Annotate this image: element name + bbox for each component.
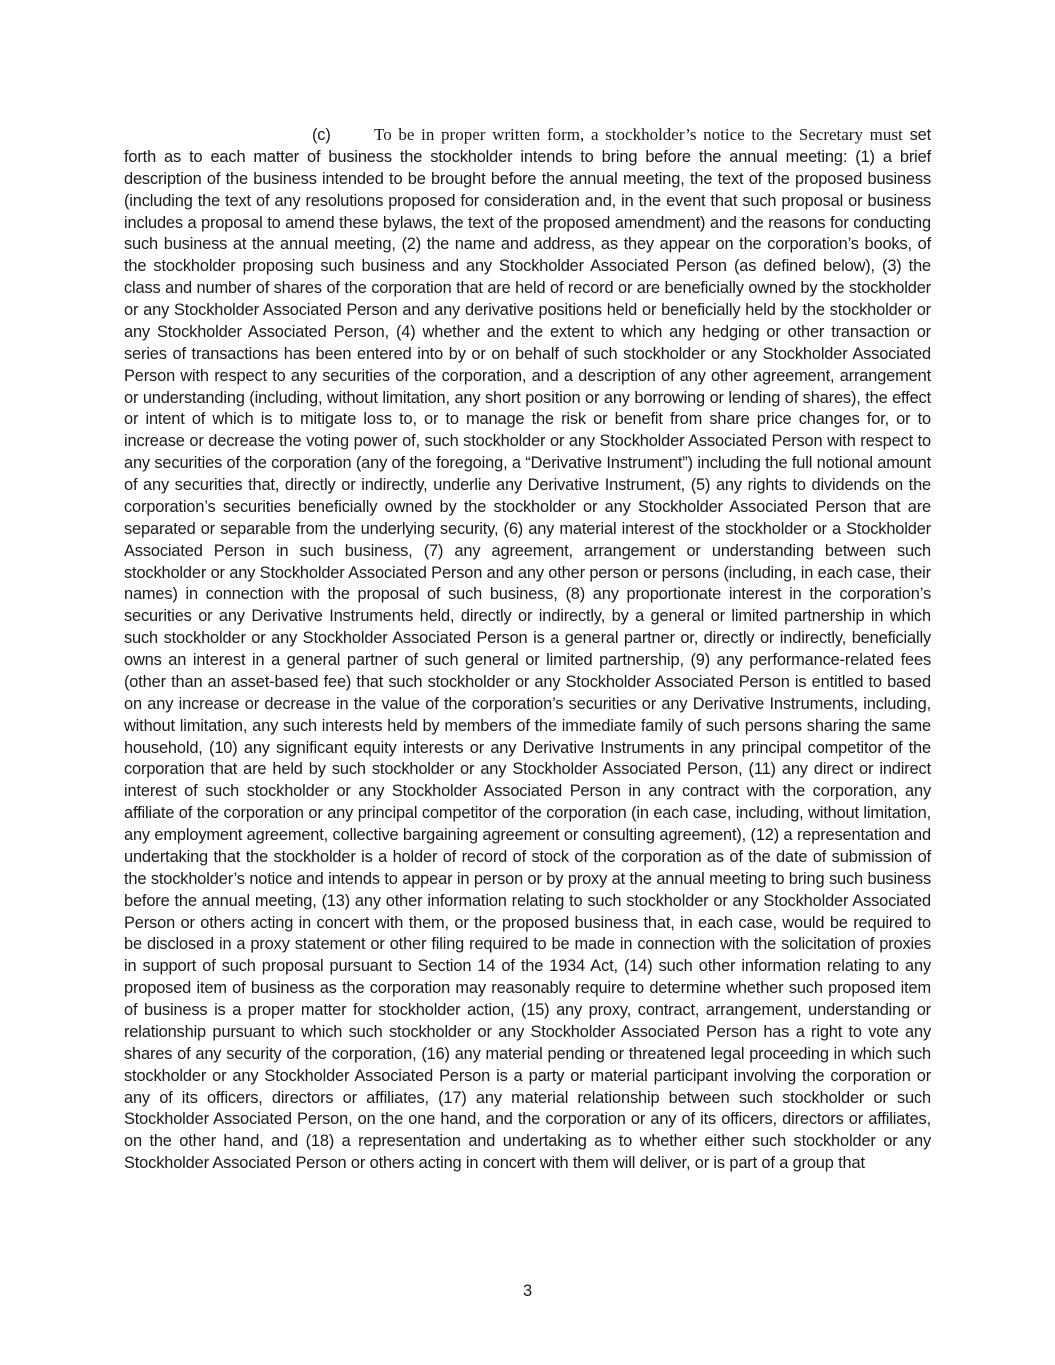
page-number: 3 (522, 1282, 533, 1300)
paragraph-start: To be in proper written form, a stockholder’s notice to the Secretary must (374, 125, 903, 144)
paragraph-body: set forth as to each matter of business the stockholder intends to bring before the annual meeting: (1) a brief description of the business intended to be brought before the annual meeting, the text of the proposed business (including the text of any resolutions proposed for consideration and, in the event that such proposal or business includes a proposal to amend these bylaws, the text of the proposed amendment) and the reasons for conducting such business at the annual meeting, (2) the name and address, as they appear on the corporation’s books, of the stockholder proposing such business and any Stockholder Associated Person (as defined below), (3) the class and number of shares of the corporation that are held of record or are beneficially owned by the stockholder or any Stockholder Associated Person and any derivative positions held or beneficially held by the stockholder or any Stockholder Associated Person, (4) whether and the extent to which any hedging or other transaction or series of transactions has been entered into by or on behalf of such stockholder or any Stockholder Associated Person with respect to any securities of the corporation, and a description of any other agreement, arrangement or understanding (including, without limitation, any short position or any borrowing or lending of shares), the effect or intent of which is to mitigate loss to, or to manage the risk or benefit from share price changes for, or to increase or decrease the voting power of, such stockholder or any Stockholder Associated Person with respect to any securities of the corporation (any of the foregoing, a “Derivative Instrument”) including the full notional amount of any securities that, directly or indirectly, underlie any Derivative Instrument, (5) any rights to dividends on the corporation’s securities beneficially owned by the stockholder or any Stockholder Associated Person that are separated or separable from the underlying security, (6) any material interest of the stockholder or a Stockholder Associated Person in such business, (7) any agreement, arrangement or understanding between such stockholder or any Stockholder Associated Person and any other person or persons (including, in each case, their names) in connection with the proposal of such business, (8) any proportionate interest in the corporation’s securities or any Derivative Instruments held, directly or indirectly, by a general or limited partnership in which such stockholder or any Stockholder Associated Person is a general partner or, directly or indirectly, beneficially owns an interest in a general partner of such general or limited partnership, (9) any performance-related fees (other than an asset-based fee) that such stockholder or any Stockholder Associated Person is entitled to based on any increase or decrease in the value of the corporation’s securities or any Derivative Instruments, including, without limitation, any such interests held by members of the immediate family of such persons sharing the same household, (10) any significant equity interests or any Derivative Instruments in any principal competitor of the corporation that are held by such stockholder or any Stockholder Associated Person, (11) any direct or indirect interest of such stockholder or any Stockholder Associated Person in any contract with the corporation, any affiliate of the corporation or any principal competitor of the corporation (in each case, including, without limitation, any employment agreement, collective bargaining agreement or consulting agreement), (12) a representation and undertaking that the stockholder is a holder of record of stock of the corporation as of the date of submission of the stockholder’s notice and intends to appear in person or by proxy at the annual meeting to bring such business before the annual meeting, (13) any other information relating to such stockholder or any Stockholder Associated Person or others acting in concert with them, or the proposed business that, in each case, would be required to be disclosed in a proxy statement or other filing required to be made in connection with the solicitation of proxies in support of such proposal pursuant to Section 14 of the 1934 Act, (14) such other information relating to any proposed item of business as the corporation may reasonably require to determine whether such proposed item of business is a proper matter for stockholder action, (15) any proxy, contract, arrangement, understanding or relationship pursuant to which such stockholder or any Stockholder Associated Person has a right to vote any shares of any security of the corporation, (16) any material pending or threatened legal proceeding in which such stockholder or any Stockholder Associated Person is a party or material participant involving the corporation or any of its officers, directors or affiliates, (17) any material relationship between such stockholder or such Stockholder Associated Person, on the one hand, and the corporation or any of its officers, directors or affiliates, on the other hand, and (18) a representation and undertaking as to whether either such stockholder or any Stockholder Associated Person or others acting in concert with them will deliver, or is part of a group that (124, 126, 932, 1173)
section-label: (c) (312, 126, 331, 144)
bylaw-paragraph (124, 124, 931, 1175)
